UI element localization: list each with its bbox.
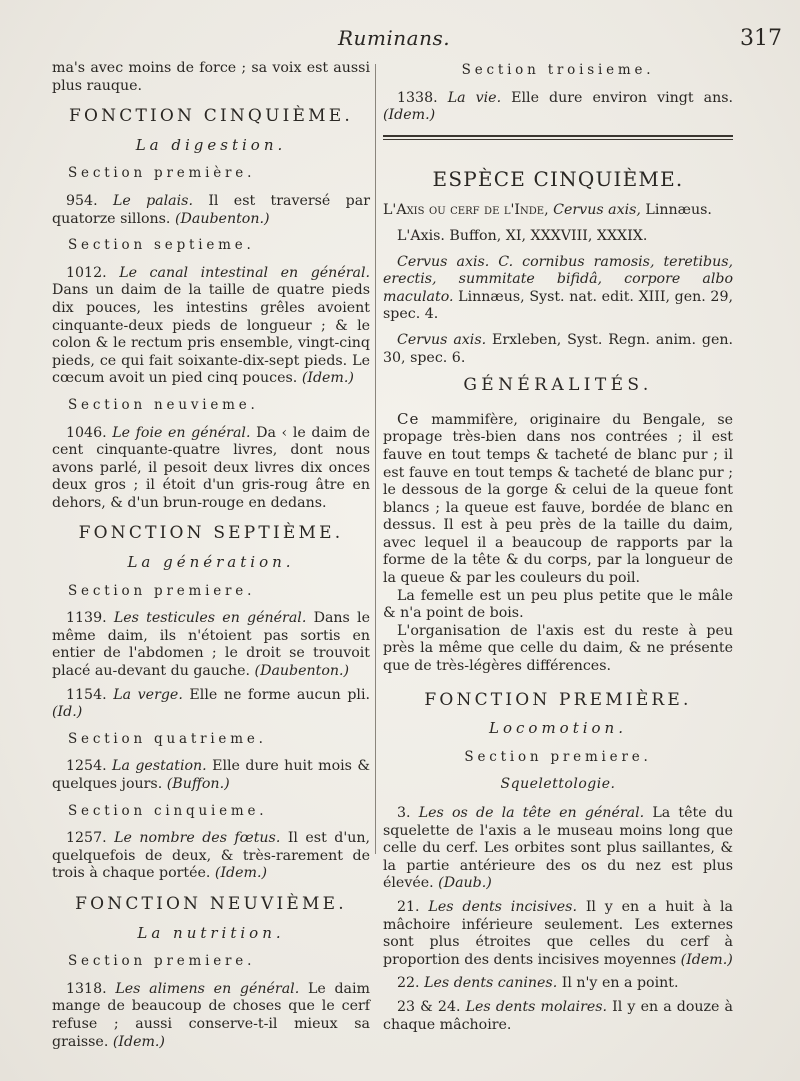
paragraph-number: 3. (397, 805, 411, 821)
paragraph-lead: Le foie en général. (112, 424, 251, 441)
paragraph-number: 1046. (66, 424, 107, 441)
right-column (383, 60, 733, 1034)
section-heading: Section premiere. (68, 953, 256, 970)
paragraph-text: Da ‹ le daim de cent cinquante-quatre livres, dont nous avons parlé, il pesoit deux livres dix onces deux gros ; il étoit d'un gris-roug âtre en dehors, & d'un brun-rouge en dedans. (52, 424, 370, 511)
fonction-7-subtitle: La génération. (127, 553, 295, 572)
synonym-reference: Linnæus, Syst. nat. edit. XIII, gen. 29, spec. 4. (383, 288, 733, 323)
paragraph-1154 (52, 687, 370, 722)
paragraph-lead: La vie. (447, 89, 502, 106)
paragraph-lead: Les dents incisives. (428, 898, 577, 915)
paragraph-source: (Idem.) (383, 107, 436, 124)
ornamental-rule (383, 135, 733, 141)
paragraph-text: Il y en a huit à la mâchoire inférieure seulement. Les externes sont plus étroites que celles du cerf à proportion des dents incisives moyennes (383, 898, 733, 968)
fonction-1-title: FONCTION PREMIÈRE. (424, 689, 692, 710)
section-heading: Section premiere. (68, 582, 256, 599)
paragraph-text: Dans le même daim, ils n'étoient pas sortis en entier de l'abdomen ; le droit se trouvoit placé au-devant du gauche. (52, 610, 370, 680)
paragraph-text: La tête du squelette de l'axis a le museau moins long que celle du cerf. Les orbites sont plus saillantes, & la partie antérieure des os du nez est plus élevée. (383, 805, 733, 892)
paragraph-1012 (52, 265, 370, 388)
paragraph-text: Il y en a douze à chaque mâchoire. (383, 998, 733, 1033)
synonym-reference: Erxleben, Syst. Regn. anim. gen. 30, spec. 6. (383, 331, 734, 366)
generalites-paragraph-2: La femelle est un peu plus petite que le mâle & n'a point de bois. (383, 587, 733, 622)
paragraph-lead: Le palais. (112, 192, 193, 209)
paragraph-number: 1012. (66, 264, 107, 281)
paragraph-1318 (52, 981, 370, 1051)
paragraph-source: (Idem.) (301, 370, 354, 387)
paragraph-1257 (52, 830, 370, 883)
paragraph-number: 1338. (397, 89, 438, 106)
fonction-1-subtitle: Locomotion. (489, 719, 627, 738)
generalites-paragraph-1 (383, 411, 733, 588)
paragraph-text: Elle dure huit mois & quelques jours. (52, 758, 370, 792)
paragraph-text: Dans un daim de la taille de quatre pieds dix pouces, les intestins grêles avoient cinquante-deux pieds de longueur ; & le colon & le rectum pris ensemble, vingt-cinq pieds, ce qui fait soixante-dix-sept pieds. Le cœcum avoit un pied cinq pouces. (52, 282, 370, 387)
paragraph-lead: Les os de la tête en général. (418, 805, 645, 821)
buffon-reference: L'Axis. Buffon, XI, XXXVIII, XXXIX. (397, 227, 648, 244)
paragraph-number: 1318. (66, 980, 107, 997)
paragraph-1338 (383, 90, 733, 125)
paragraph-number: 1254. (66, 758, 107, 775)
paragraph-text: Le daim mange de beaucoup de choses que le cerf refuse ; aussi conserve-t-il mieux sa graisse. (52, 980, 370, 1050)
paragraph-source: (Daubenton.) (254, 663, 350, 680)
generalites-title: GÉNÉRALITÉS. (463, 375, 653, 396)
paragraph-text: Elle ne forme aucun pli. (189, 686, 370, 703)
fonction-7-title: FONCTION SEPTIÈME. (78, 523, 344, 544)
running-title: Ruminans. (338, 26, 451, 50)
species-common-name: L'Axis ou cerf de l'Inde, (383, 202, 549, 219)
section-heading: Section neuvieme. (68, 396, 259, 413)
paragraph-1046 (52, 425, 370, 513)
paragraph-source: (Buffon.) (166, 776, 230, 792)
paragraph-source: (Daub.) (438, 875, 492, 892)
synonym-latin: Cervus axis. C. cornibus ramosis, teretibus, erectis, summitate bifidâ, corpore albo maculato. (383, 253, 733, 305)
running-head (0, 22, 800, 58)
paragraph-954 (52, 193, 370, 228)
paragraph-lead: Les testicules en général. (113, 610, 307, 627)
paragraph-lead: Les alimens en général. (115, 980, 300, 997)
paragraph-text: Il est d'un, quelquefois de deux, & très-rarement de trois à chaque portée. (52, 830, 371, 882)
paragraph-text: Il est traversé par quatorze sillons. (52, 192, 370, 227)
page-number: 317 (740, 26, 782, 51)
species-name (383, 202, 733, 220)
paragraph-text: Il n'y en a point. (561, 975, 679, 992)
paragraph-number: 1154. (66, 686, 107, 703)
paragraph-source: (Idem.) (112, 1033, 165, 1050)
paragraph-3 (383, 805, 733, 893)
section-subtitle: Squelettologie. (500, 776, 616, 793)
paragraph-lead: Le nombre des fœtus. (114, 830, 281, 847)
synonym-erxleben (383, 332, 733, 367)
paragraph-1139 (52, 610, 370, 680)
paragraph-lead: Les dents molaires. (465, 998, 608, 1015)
paragraph-number: 22. (397, 975, 420, 992)
paragraph-source: (Idem.) (680, 951, 733, 968)
paragraph-source: (Idem.) (214, 865, 268, 882)
paragraph-23-24 (383, 999, 733, 1034)
paragraph-text: mammifère, originaire du Bengale, se propage très-bien dans nos contrées ; il est fauve en tout temps & tacheté de blanc pur ; il est fauve en tout temps & tacheté de blanc pur ; le dessous de la gorge & celui de la queue font blancs ; la queue est fauve, bordée de blanc en dessus. Il est à peu près de la taille du daim, avec lequel il a beaucoup de rapports par la forme de la tête & du corps, par la longueur de la queue & par les couleurs du poil. (383, 411, 733, 587)
synonym-linnaeus (383, 254, 733, 324)
fonction-9-title: FONCTION NEUVIÈME. (75, 893, 347, 914)
column-divider (375, 64, 376, 854)
section-heading: Section première. (68, 165, 256, 182)
section-heading: Section quatrieme. (68, 730, 267, 747)
paragraph-number: 21. (397, 898, 420, 915)
paragraph-number: 23 & 24. (397, 998, 461, 1015)
generalites-paragraph-3: L'organisation de l'axis est du reste à peu près la même que celle du daim, & ne présente que de très-légères différences. (383, 622, 733, 675)
fonction-5-title: FONCTION CINQUIÈME. (69, 106, 353, 127)
section-heading: Section premiere. (464, 748, 652, 765)
paragraph-lead: La verge. (113, 686, 183, 703)
fonction-5-subtitle: La digestion. (135, 135, 287, 154)
paragraph-source: (Id.) (52, 704, 83, 721)
section-heading: Section troisieme. (461, 62, 655, 78)
paragraph-number: 1139. (66, 610, 107, 627)
synonym-latin: Cervus axis. (397, 331, 487, 348)
paragraph-21 (383, 899, 733, 969)
paragraph-text: Elle dure environ vingt ans. (511, 89, 734, 106)
paragraph-lead: Les dents canines. (424, 975, 558, 992)
left-column (52, 60, 370, 1051)
paragraph-initial: Ce (397, 409, 420, 428)
species-latin-name: Cervus axis, (553, 202, 641, 219)
fonction-9-subtitle: La nutrition. (137, 923, 285, 942)
paragraph-lead: Le canal intestinal en général. (119, 264, 371, 281)
intro-text: ma's avec moins de force ; sa voix est aussi plus rauque. (52, 60, 370, 94)
paragraph-number: 1257. (66, 830, 107, 847)
species-authority: Linnæus. (645, 202, 712, 219)
paragraph-22 (383, 975, 733, 993)
paragraph-1254 (52, 758, 370, 793)
paragraph-number: 954. (66, 192, 98, 209)
section-heading: Section cinquieme. (68, 802, 268, 819)
paragraph-lead: La gestation. (112, 758, 207, 775)
paragraph-source: (Daubenton.) (174, 210, 270, 227)
espece-title: ESPÈCE CINQUIÈME. (432, 166, 684, 191)
section-heading: Section septieme. (68, 237, 255, 254)
